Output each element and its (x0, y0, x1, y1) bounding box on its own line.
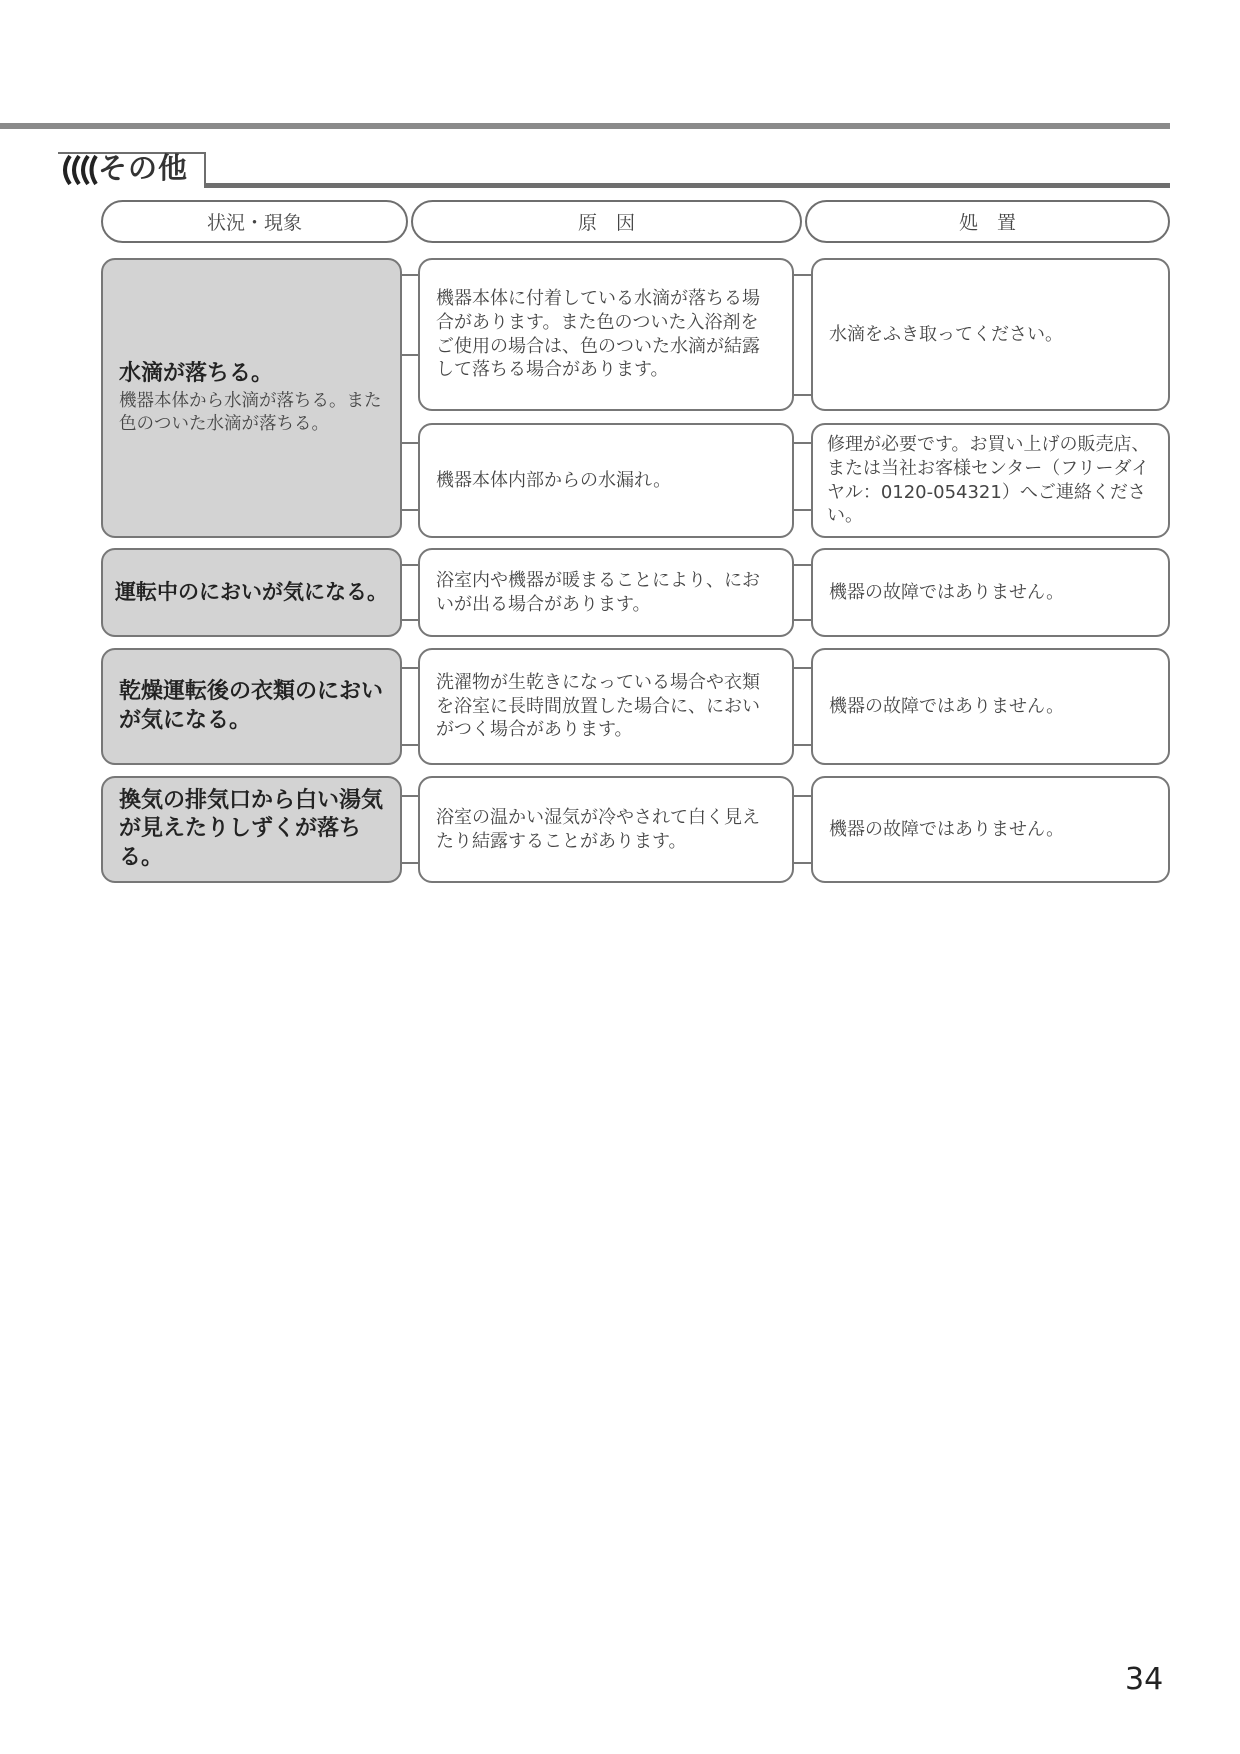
header-symptom: 状況・現象 (101, 200, 408, 243)
symptom-title: 換気の排気口から白い湯気が見えたりしずくが落ちる。 (119, 787, 384, 870)
cause-text: 洗濯物が生乾きになっている場合や衣類を浴室に長時間放置した場合に、においがつく場合があります。 (436, 671, 760, 741)
header-remedy: 処 置 (805, 200, 1170, 243)
cause-text: 浴室の温かい湿気が冷やされて白く見えたり結露することがあります。 (436, 806, 760, 852)
cause-text: 機器本体内部からの水漏れ。 (436, 469, 672, 491)
remedy-text: 機器の故障ではありません。 (829, 581, 1065, 603)
page-number: 34 (1125, 1662, 1164, 1697)
remedy-text: 水滴をふき取ってください。 (829, 323, 1063, 345)
header-cause: 原 因 (411, 200, 802, 243)
symptom-title: 水滴が落ちる。 (119, 361, 274, 387)
symptom-title: 乾燥運転後の衣類のにおいが気になる。 (119, 678, 384, 733)
symptom-title: 運転中のにおいが気になる。 (115, 579, 388, 604)
section-title: その他 (98, 151, 189, 185)
cause-text: 機器本体に付着している水滴が落ちる場合があります。また色のついた入浴剤をご使用の場合は、色のついた水滴が結露して落ちる場合があります。 (436, 287, 760, 381)
remedy-text: 機器の故障ではありません。 (829, 695, 1065, 717)
remedy-text: 修理が必要です。お買い上げの販売店、または当社お客様センター（フリーダイヤル：0120-054321）へご連絡ください。 (827, 433, 1150, 527)
cause-text: 浴室内や機器が暖まることにより、においが出る場合があります。 (436, 569, 760, 615)
remedy-text: 機器の故障ではありません。 (829, 818, 1065, 840)
symptom-desc: 機器本体から水滴が落ちる。また色のついた水滴が落ちる。 (119, 390, 382, 434)
